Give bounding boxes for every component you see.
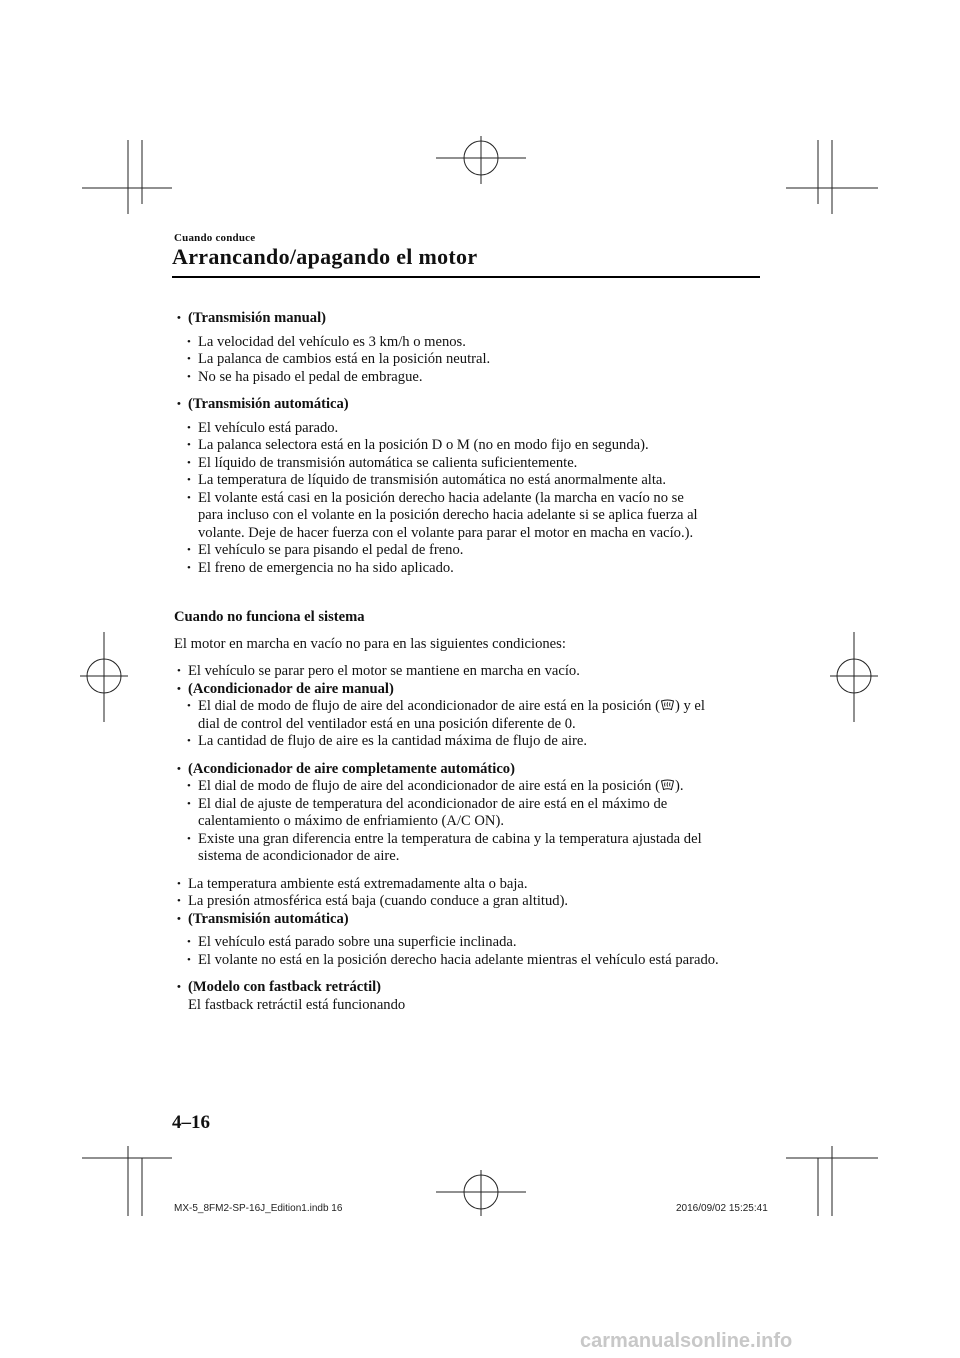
title-rule — [172, 276, 760, 278]
automatic-transmission-heading-2: • (Transmisión automática) — [170, 911, 770, 929]
list-item-ac-manual-dial — [170, 698, 770, 733]
footer-filename: MX-5_8FM2-SP-16J_Edition1.indb 16 — [174, 1203, 343, 1214]
crop-mark-bottom-left — [82, 1146, 172, 1216]
footer-timestamp: 2016/09/02 15:25:41 — [676, 1203, 768, 1214]
automatic-list-2 — [170, 934, 770, 969]
text-segment: El dial de modo de flujo de aire del acondicionador de aire está en la posición ( — [198, 698, 660, 714]
watermark: carmanualsonline.info — [580, 1330, 793, 1352]
manual-transmission-heading: • (Transmisión manual) — [170, 310, 770, 328]
list-item: • No se ha pisado el pedal de embrague. — [170, 369, 770, 387]
automatic-list — [170, 420, 770, 578]
crop-mark-bottom-right — [786, 1146, 878, 1216]
ac-auto-heading: • (Acondicionador de aire completamente automático) — [170, 761, 770, 779]
fastback-heading: • (Modelo con fastback retráctil) — [170, 979, 770, 997]
list-item: • El vehículo se parar pero el motor se mantiene en marcha en vacío. — [170, 663, 770, 681]
page-body — [170, 310, 770, 1014]
list-item-line: • El volante está casi en la posición derecho hacia adelante (la marcha en vacío no se — [198, 489, 684, 506]
list-item: • La palanca selectora está en la posición D o M (no en modo fijo en segunda). — [170, 437, 770, 455]
not-working-heading: Cuando no funciona el sistema — [174, 609, 365, 625]
registration-target-top — [436, 136, 526, 184]
list-item-line: sistema de acondicionador de aire. — [198, 848, 400, 864]
text-segment: El dial de modo de flujo de aire del acondicionador de aire está en la posición ( — [198, 778, 660, 794]
section-label: Cuando conduce — [174, 232, 256, 244]
list-item-ac-auto-diff — [170, 831, 770, 866]
windshield-defroster-icon — [660, 779, 675, 791]
text-segment: ). — [674, 778, 684, 794]
list-item: • La palanca de cambios está en la posición neutral. — [170, 351, 770, 369]
list-item: • La cantidad de flujo de aire es la cantidad máxima de flujo de aire. — [170, 733, 770, 751]
windshield-defroster-icon — [660, 699, 675, 711]
list-item-line: para incluso con el volante en la posición derecho hacia adelante si se aplica fuerza al — [198, 507, 698, 523]
list-item-line: calentamiento o máximo de enfriamiento (A/C ON). — [198, 813, 504, 829]
list-item-line: volante. Deje de hacer fuerza con el volante para parar el motor en macha en vacío.). — [198, 524, 694, 541]
list-item: • La presión atmosférica está baja (cuando conduce a gran altitud). — [170, 893, 770, 911]
crop-mark-top-left — [82, 140, 172, 214]
registration-target-left — [80, 632, 128, 722]
list-item: • El líquido de transmisión automática se calienta suficientemente. — [170, 455, 770, 473]
list-item: • El vehículo se para pisando el pedal de freno. — [170, 542, 770, 560]
page-number: 4–16 — [172, 1112, 210, 1133]
list-item: • El freno de emergencia no ha sido aplicado. — [170, 560, 770, 578]
list-item-line: dial de control del ventilador está en una posición diferente de 0. — [198, 715, 576, 732]
list-item-line: • Existe una gran diferencia entre la temperatura de cabina y la temperatura ajustada del — [198, 830, 702, 847]
ac-manual-heading: • (Acondicionador de aire manual) — [170, 681, 770, 699]
list-item-ac-auto-dial — [170, 778, 770, 796]
list-item: • La velocidad del vehículo es 3 km/h o menos. — [170, 334, 770, 352]
list-item-ac-auto-temp — [170, 796, 770, 831]
list-item: • El volante no está en la posición derecho hacia adelante mientras el vehículo está parado. — [170, 952, 770, 970]
registration-target-bottom — [436, 1170, 526, 1216]
text-segment: ) y el — [674, 698, 705, 714]
list-item: • La temperatura ambiente está extremadamente alta o baja. — [170, 876, 770, 894]
registration-target-right — [830, 632, 878, 722]
list-item: • El vehículo está parado sobre una superficie inclinada. — [170, 934, 770, 952]
list-item-line: • El dial de ajuste de temperatura del acondicionador de aire está en el máximo de — [198, 795, 668, 812]
automatic-transmission-heading: • (Transmisión automática) — [170, 396, 770, 414]
manual-list — [170, 334, 770, 387]
page-title: Arrancando/apagando el motor — [172, 244, 478, 269]
not-working-intro: El motor en marcha en vacío no para en las siguientes condiciones: — [174, 635, 566, 652]
list-item: • La temperatura de líquido de transmisión automática no está anormalmente alta. — [170, 472, 770, 490]
list-item-steering — [170, 490, 770, 543]
list-item: • El vehículo está parado. — [170, 420, 770, 438]
crop-mark-top-right — [786, 140, 878, 214]
fastback-text: El fastback retráctil está funcionando — [188, 996, 406, 1013]
conditions-list — [170, 663, 770, 1014]
